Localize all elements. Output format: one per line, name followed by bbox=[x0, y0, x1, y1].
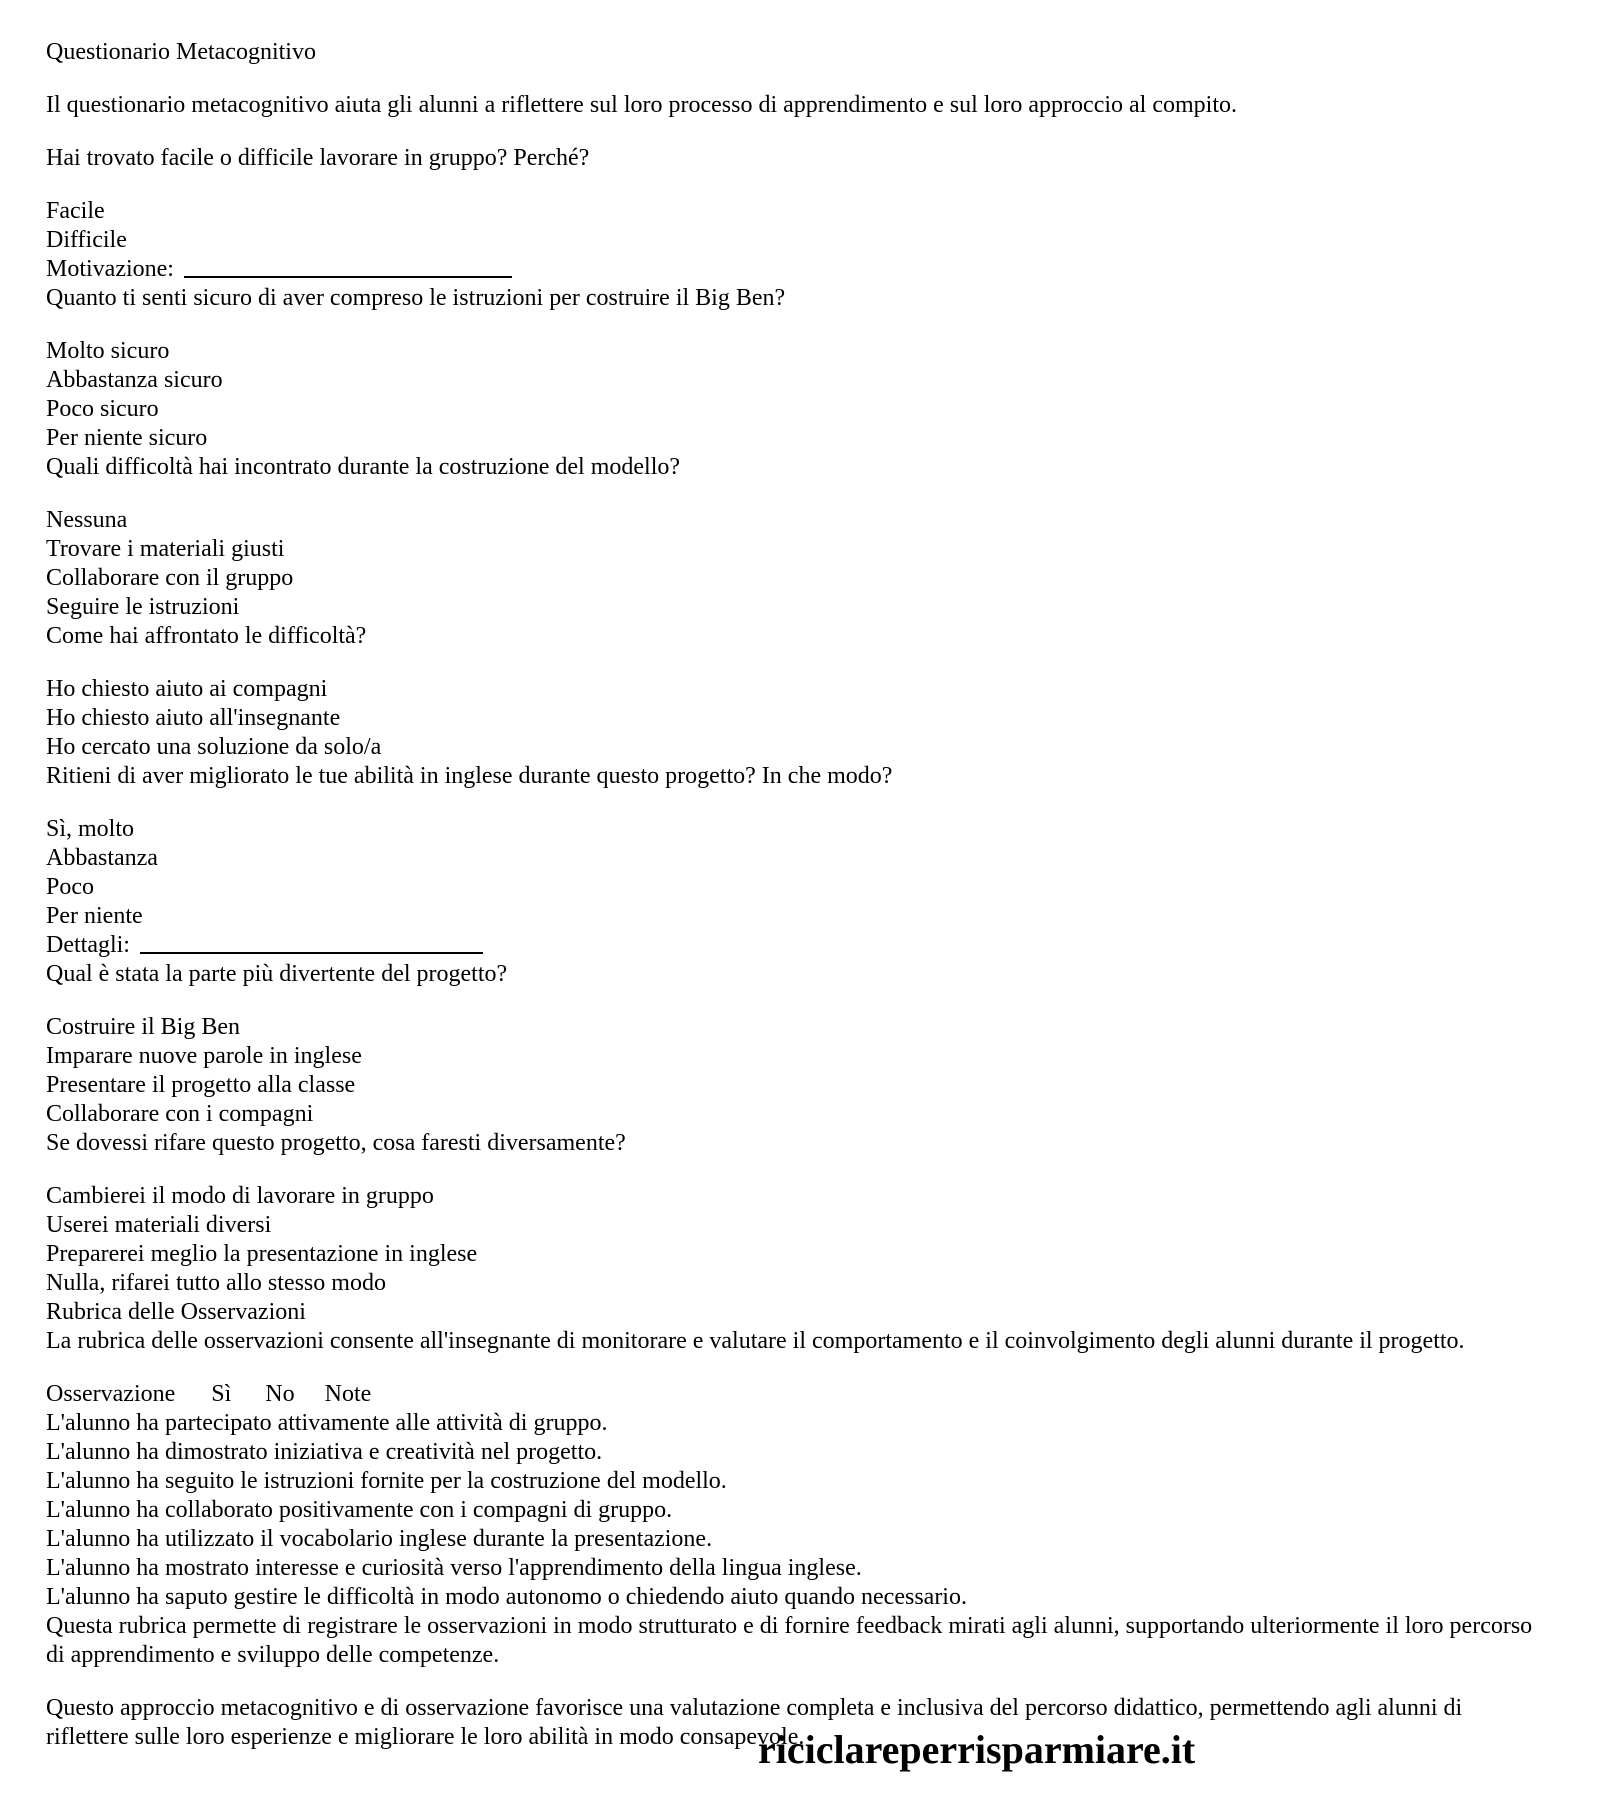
paragraph-block bbox=[46, 506, 1548, 651]
paragraph-block bbox=[46, 91, 1548, 120]
text-line: Collaborare con il gruppo bbox=[46, 565, 294, 591]
field-label: Dettagli: bbox=[46, 932, 130, 958]
text-line: Se dovessi rifare questo progetto, cosa faresti diversamente? bbox=[46, 1130, 626, 1156]
text-line: Rubrica delle Osservazioni bbox=[46, 1299, 306, 1325]
text-line: Collaborare con i compagni bbox=[46, 1101, 314, 1127]
text-line: Per niente bbox=[46, 903, 143, 929]
text-line: Cambierei il modo di lavorare in gruppo bbox=[46, 1183, 434, 1209]
observation-table-header bbox=[46, 1380, 1548, 1409]
text-line: L'alunno ha dimostrato iniziativa e creatività nel progetto. bbox=[46, 1439, 603, 1465]
text-line: Molto sicuro bbox=[46, 338, 170, 364]
text-line: L'alunno ha collaborato positivamente con i compagni di gruppo. bbox=[46, 1497, 673, 1523]
text-line: Difficile bbox=[46, 227, 127, 253]
paragraph-block bbox=[46, 38, 1548, 67]
text-line: L'alunno ha utilizzato il vocabolario inglese durante la presentazione. bbox=[46, 1526, 713, 1552]
table-header-cell: Sì bbox=[211, 1381, 232, 1407]
paragraph-block bbox=[46, 144, 1548, 173]
fill-in-field bbox=[46, 931, 1548, 960]
text-line: Hai trovato facile o difficile lavorare in gruppo? Perché? bbox=[46, 145, 590, 171]
text-line: Abbastanza bbox=[46, 845, 158, 871]
text-line: Imparare nuove parole in inglese bbox=[46, 1043, 362, 1069]
text-line: Presentare il progetto alla classe bbox=[46, 1072, 356, 1098]
text-line: L'alunno ha seguito le istruzioni fornite per la costruzione del modello. bbox=[46, 1468, 727, 1494]
text-line: Quanto ti senti sicuro di aver compreso le istruzioni per costruire il Big Ben? bbox=[46, 285, 786, 311]
text-line: Sì, molto bbox=[46, 816, 135, 842]
paragraph-block bbox=[46, 1380, 1548, 1670]
table-header-cell: No bbox=[265, 1381, 295, 1407]
field-label: Motivazione: bbox=[46, 256, 174, 282]
text-line: Nessuna bbox=[46, 507, 128, 533]
text-line: L'alunno ha partecipato attivamente alle attività di gruppo. bbox=[46, 1410, 608, 1436]
paragraph-block bbox=[46, 337, 1548, 482]
text-line: Per niente sicuro bbox=[46, 425, 208, 451]
text-line: Qual è stata la parte più divertente del progetto? bbox=[46, 961, 508, 987]
text-line: Questa rubrica permette di registrare le osservazioni in modo strutturato e di fornire feedback mirati agli alunni, supportando ulteriormente il loro percorso di apprendimento e sviluppo delle competenze. bbox=[46, 1613, 1533, 1668]
text-line: Preparerei meglio la presentazione in inglese bbox=[46, 1241, 478, 1267]
table-header-cell: Osservazione bbox=[46, 1381, 176, 1407]
text-line: Il questionario metacognitivo aiuta gli alunni a riflettere sul loro processo di apprendimento e sul loro approccio al compito. bbox=[46, 92, 1237, 118]
paragraph-block bbox=[46, 197, 1548, 313]
table-header-cell: Note bbox=[324, 1381, 372, 1407]
text-line: Seguire le istruzioni bbox=[46, 594, 240, 620]
paragraph-block bbox=[46, 815, 1548, 989]
fill-in-blank bbox=[140, 936, 483, 954]
text-line: Poco bbox=[46, 874, 94, 900]
text-line: Come hai affrontato le difficoltà? bbox=[46, 623, 367, 649]
text-line: Questo approccio metacognitivo e di osservazione favorisce una valutazione completa e inclusiva del percorso didattico, permettendo agli alunni di riflettere sulle loro esperienze e migliorare le loro abilità in modo consapevole. bbox=[46, 1695, 1463, 1750]
fill-in-field bbox=[46, 255, 1548, 284]
fill-in-blank bbox=[184, 260, 512, 278]
document-body bbox=[46, 38, 1548, 1752]
text-line: L'alunno ha saputo gestire le difficoltà in modo autonomo o chiedendo aiuto quando necessario. bbox=[46, 1584, 967, 1610]
site-watermark: riciclareperrisparmiare.it bbox=[758, 1727, 1196, 1772]
paragraph-block bbox=[46, 1013, 1548, 1158]
text-line: Ho chiesto aiuto ai compagni bbox=[46, 676, 328, 702]
text-line: Questionario Metacognitivo bbox=[46, 39, 316, 65]
text-line: Costruire il Big Ben bbox=[46, 1014, 240, 1040]
text-line: Abbastanza sicuro bbox=[46, 367, 223, 393]
text-line: Ho chiesto aiuto all'insegnante bbox=[46, 705, 341, 731]
text-line: Ritieni di aver migliorato le tue abilità in inglese durante questo progetto? In che modo? bbox=[46, 763, 893, 789]
text-line: Ho cercato una soluzione da solo/a bbox=[46, 734, 382, 760]
text-line: Userei materiali diversi bbox=[46, 1212, 272, 1238]
text-line: Trovare i materiali giusti bbox=[46, 536, 285, 562]
paragraph-block bbox=[46, 675, 1548, 791]
text-line: Quali difficoltà hai incontrato durante la costruzione del modello? bbox=[46, 454, 681, 480]
text-line: La rubrica delle osservazioni consente all'insegnante di monitorare e valutare il comportamento e il coinvolgimento degli alunni durante il progetto. bbox=[46, 1328, 1465, 1354]
text-line: Poco sicuro bbox=[46, 396, 159, 422]
text-line: Nulla, rifarei tutto allo stesso modo bbox=[46, 1270, 386, 1296]
text-line: Facile bbox=[46, 198, 105, 224]
paragraph-block bbox=[46, 1182, 1548, 1356]
text-line: L'alunno ha mostrato interesse e curiosità verso l'apprendimento della lingua inglese. bbox=[46, 1555, 862, 1581]
